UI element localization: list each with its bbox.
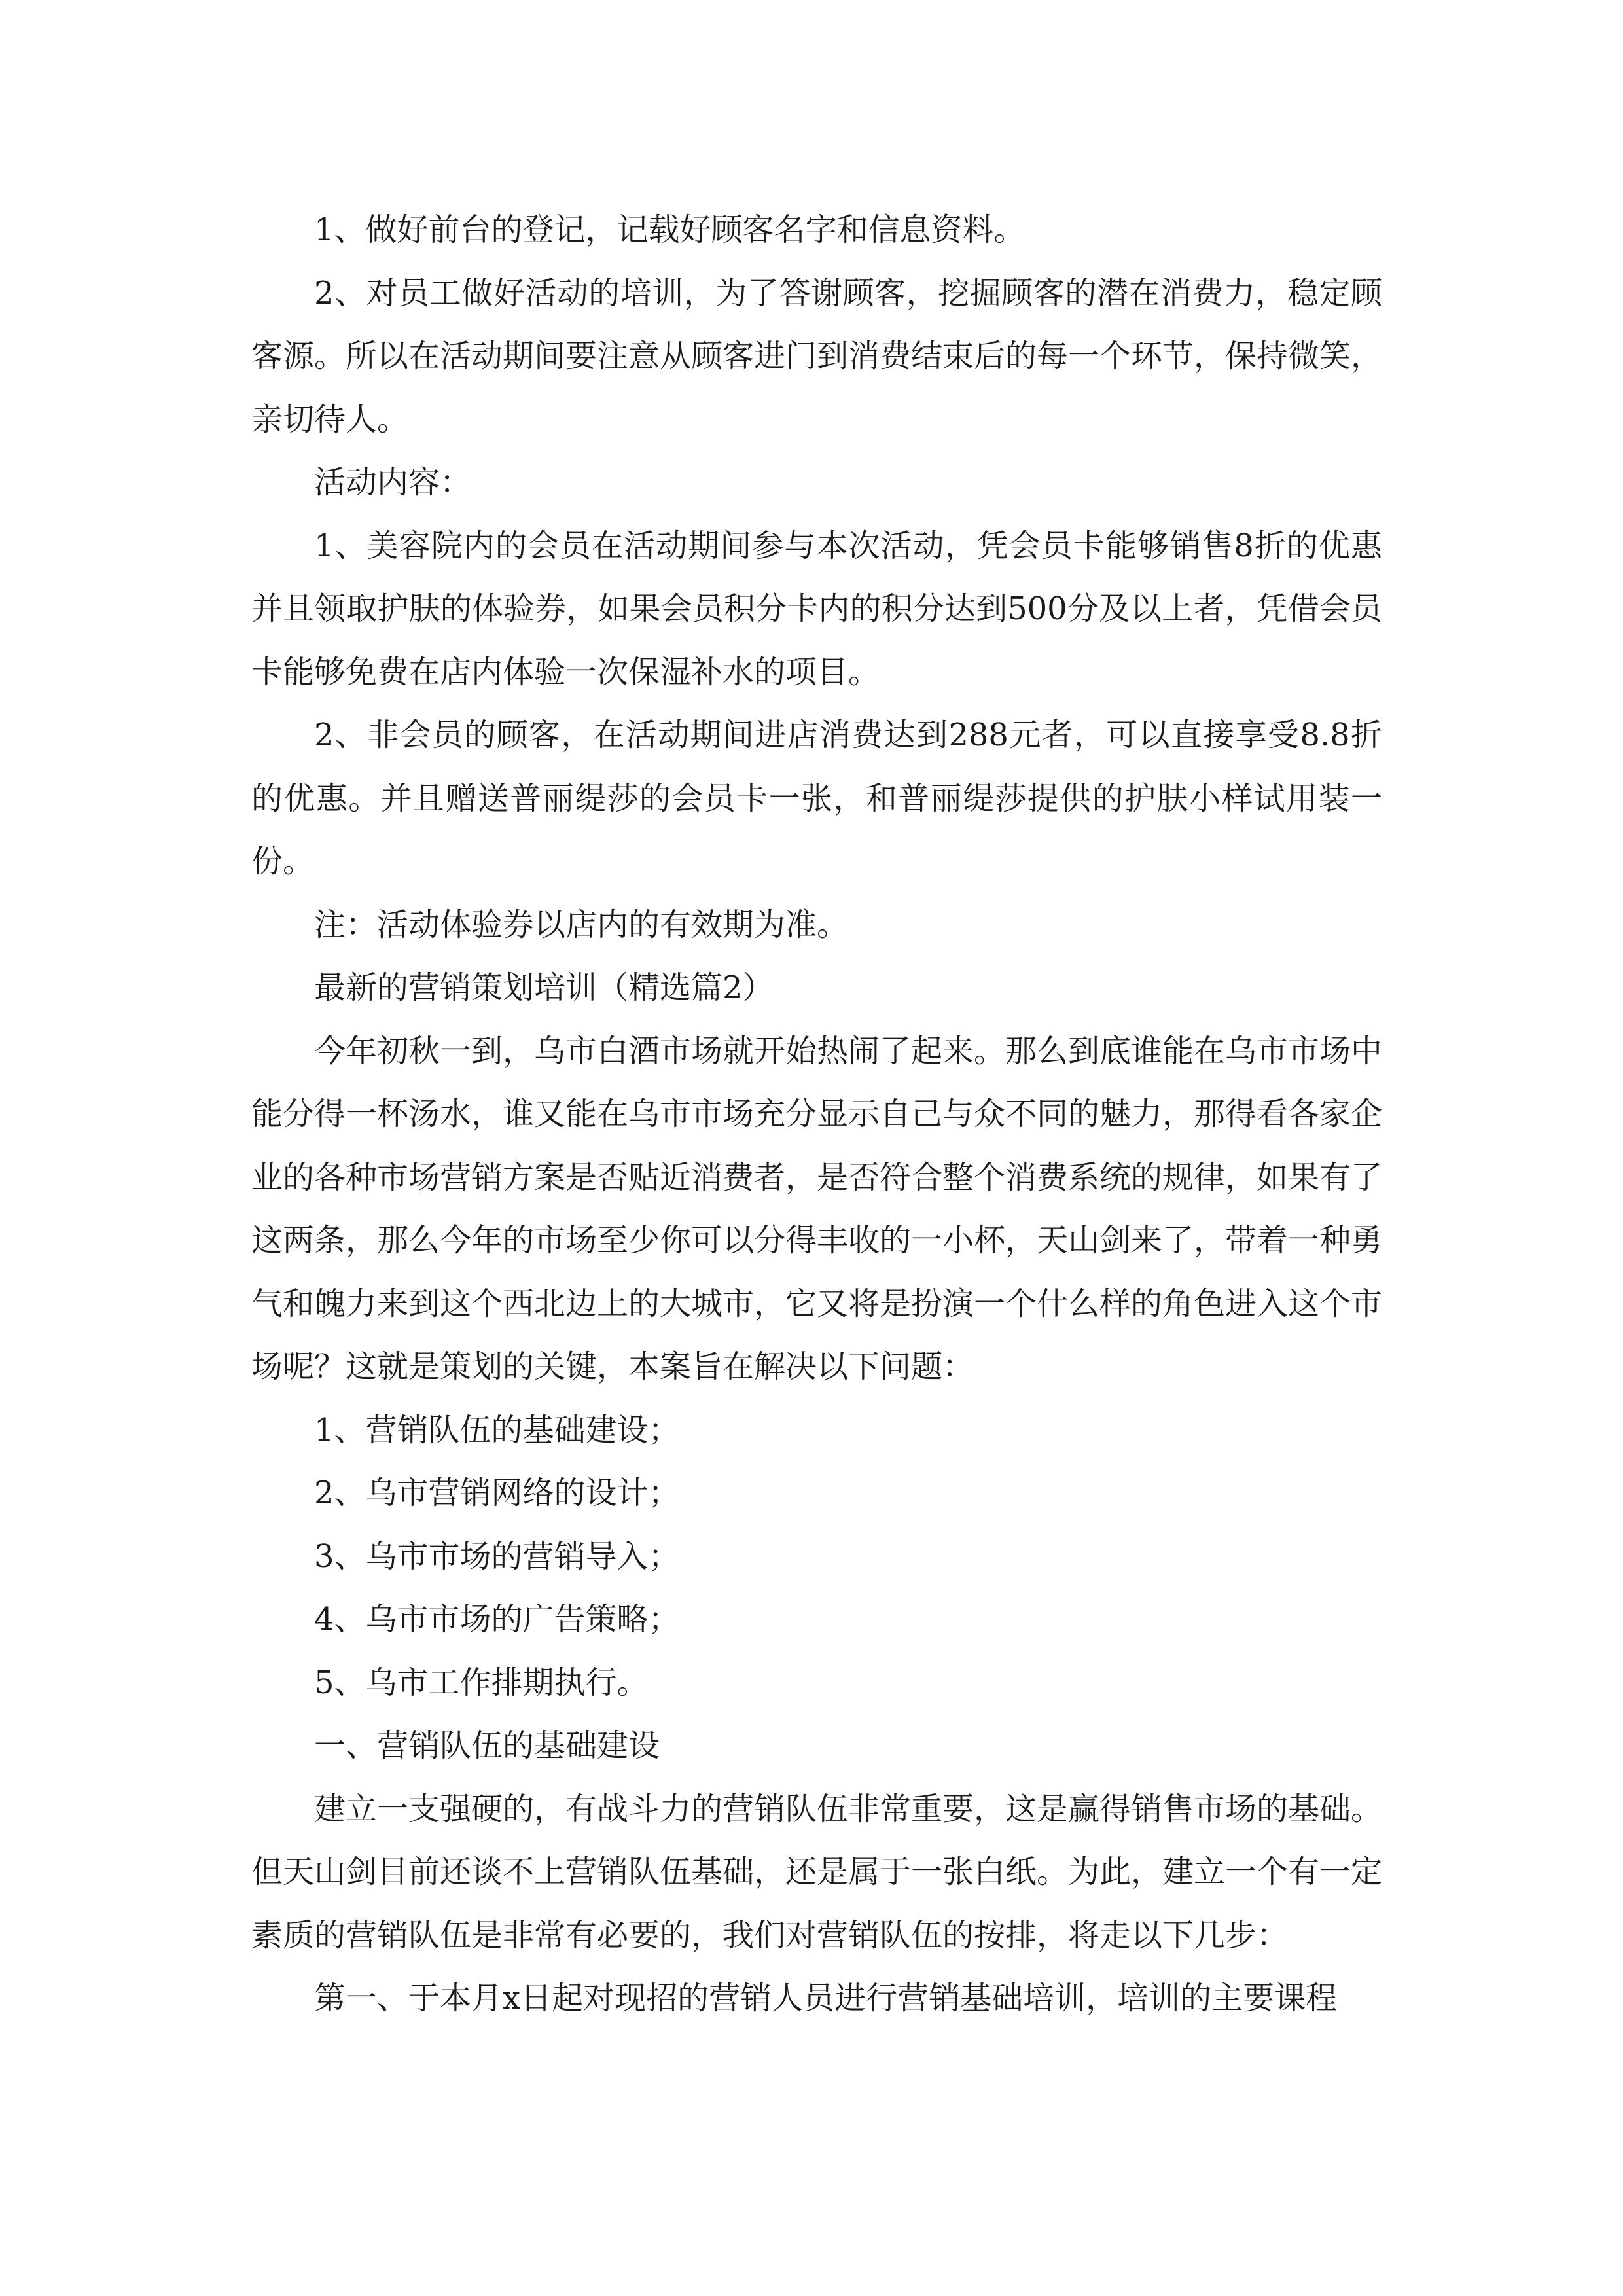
section-heading-team-building: 一、营销队伍的基础建设 [314,1727,660,1764]
paragraph-staff-training: 2、对员工做好活动的培训，为了答谢顾客，挖掘顾客的潜在消费力，稳定顾客源。所以在活动期间要注意从顾客进门到消费结束后的每一个环节，保持微笑，亲切待人。 [251,274,1383,438]
paragraph-market-intro: 今年初秋一到，乌市白酒市场就开始热闹了起来。那么到底谁能在乌市市场中能分得一杯汤水，谁又能在乌市市场充分显示自己与众不同的魅力，那得看各家企业的各种市场营销方案是否贴近消费者，是否符合整个消费系统的规律，如果有了这两条，那么今年的市场至少你可以分得丰收的一小杯，天山剑来了，带着一种勇气和魄力来到这个西北边上的大城市，它又将是扮演一个什么样的角色进入这个市场呢？这就是策划的关键，本案旨在解决以下问题： [251,1032,1383,1385]
section-title-selected-article-2: 最新的营销策划培训（精选篇2） [314,969,774,1006]
paragraph-non-member-offer: 2、非会员的顾客，在活动期间进店消费达到288元者，可以直接享受8.8折的优惠。并且赠送普丽缇莎的会员卡一张，和普丽缇莎提供的护肤小样试用装一份。 [251,717,1382,880]
list-item-ad-strategy: 4、乌市市场的广告策略； [314,1601,680,1638]
list-item-team-building: 1、营销队伍的基础建设； [314,1411,680,1448]
paragraph-team-building-detail: 建立一支强硬的，有战斗力的营销队伍非常重要，这是赢得销售市场的基础。但天山剑目前还谈不上营销队伍基础，还是属于一张白纸。为此，建立一个有一定素质的营销队伍是非常有必要的，我们对营销队伍的按排，将走以下几步： [251,1790,1383,1954]
list-item-network-design: 2、乌市营销网络的设计； [314,1475,680,1511]
paragraph-activity-content-heading: 活动内容： [314,464,472,501]
document-body [251,198,1382,2030]
paragraph-front-desk-registration: 1、做好前台的登记，记载好顾客名字和信息资料。 [314,211,1026,248]
list-item-market-entry: 3、乌市市场的营销导入； [314,1537,680,1575]
paragraph-training-step-one: 第一、于本月x日起对现招的营销人员进行营销基础培训，培训的主要课程 [314,1980,1338,2017]
paragraph-voucher-note: 注：活动体验券以店内的有效期为准。 [314,906,849,943]
paragraph-member-offer: 1、美容院内的会员在活动期间参与本次活动，凭会员卡能够销售8折的优惠并且领取护肤的体验券，如果会员积分卡内的积分达到500分及以上者，凭借会员卡能够免费在店内体验一次保湿补水的项目。 [251,527,1382,691]
list-item-schedule: 5、乌市工作排期执行。 [314,1664,649,1701]
